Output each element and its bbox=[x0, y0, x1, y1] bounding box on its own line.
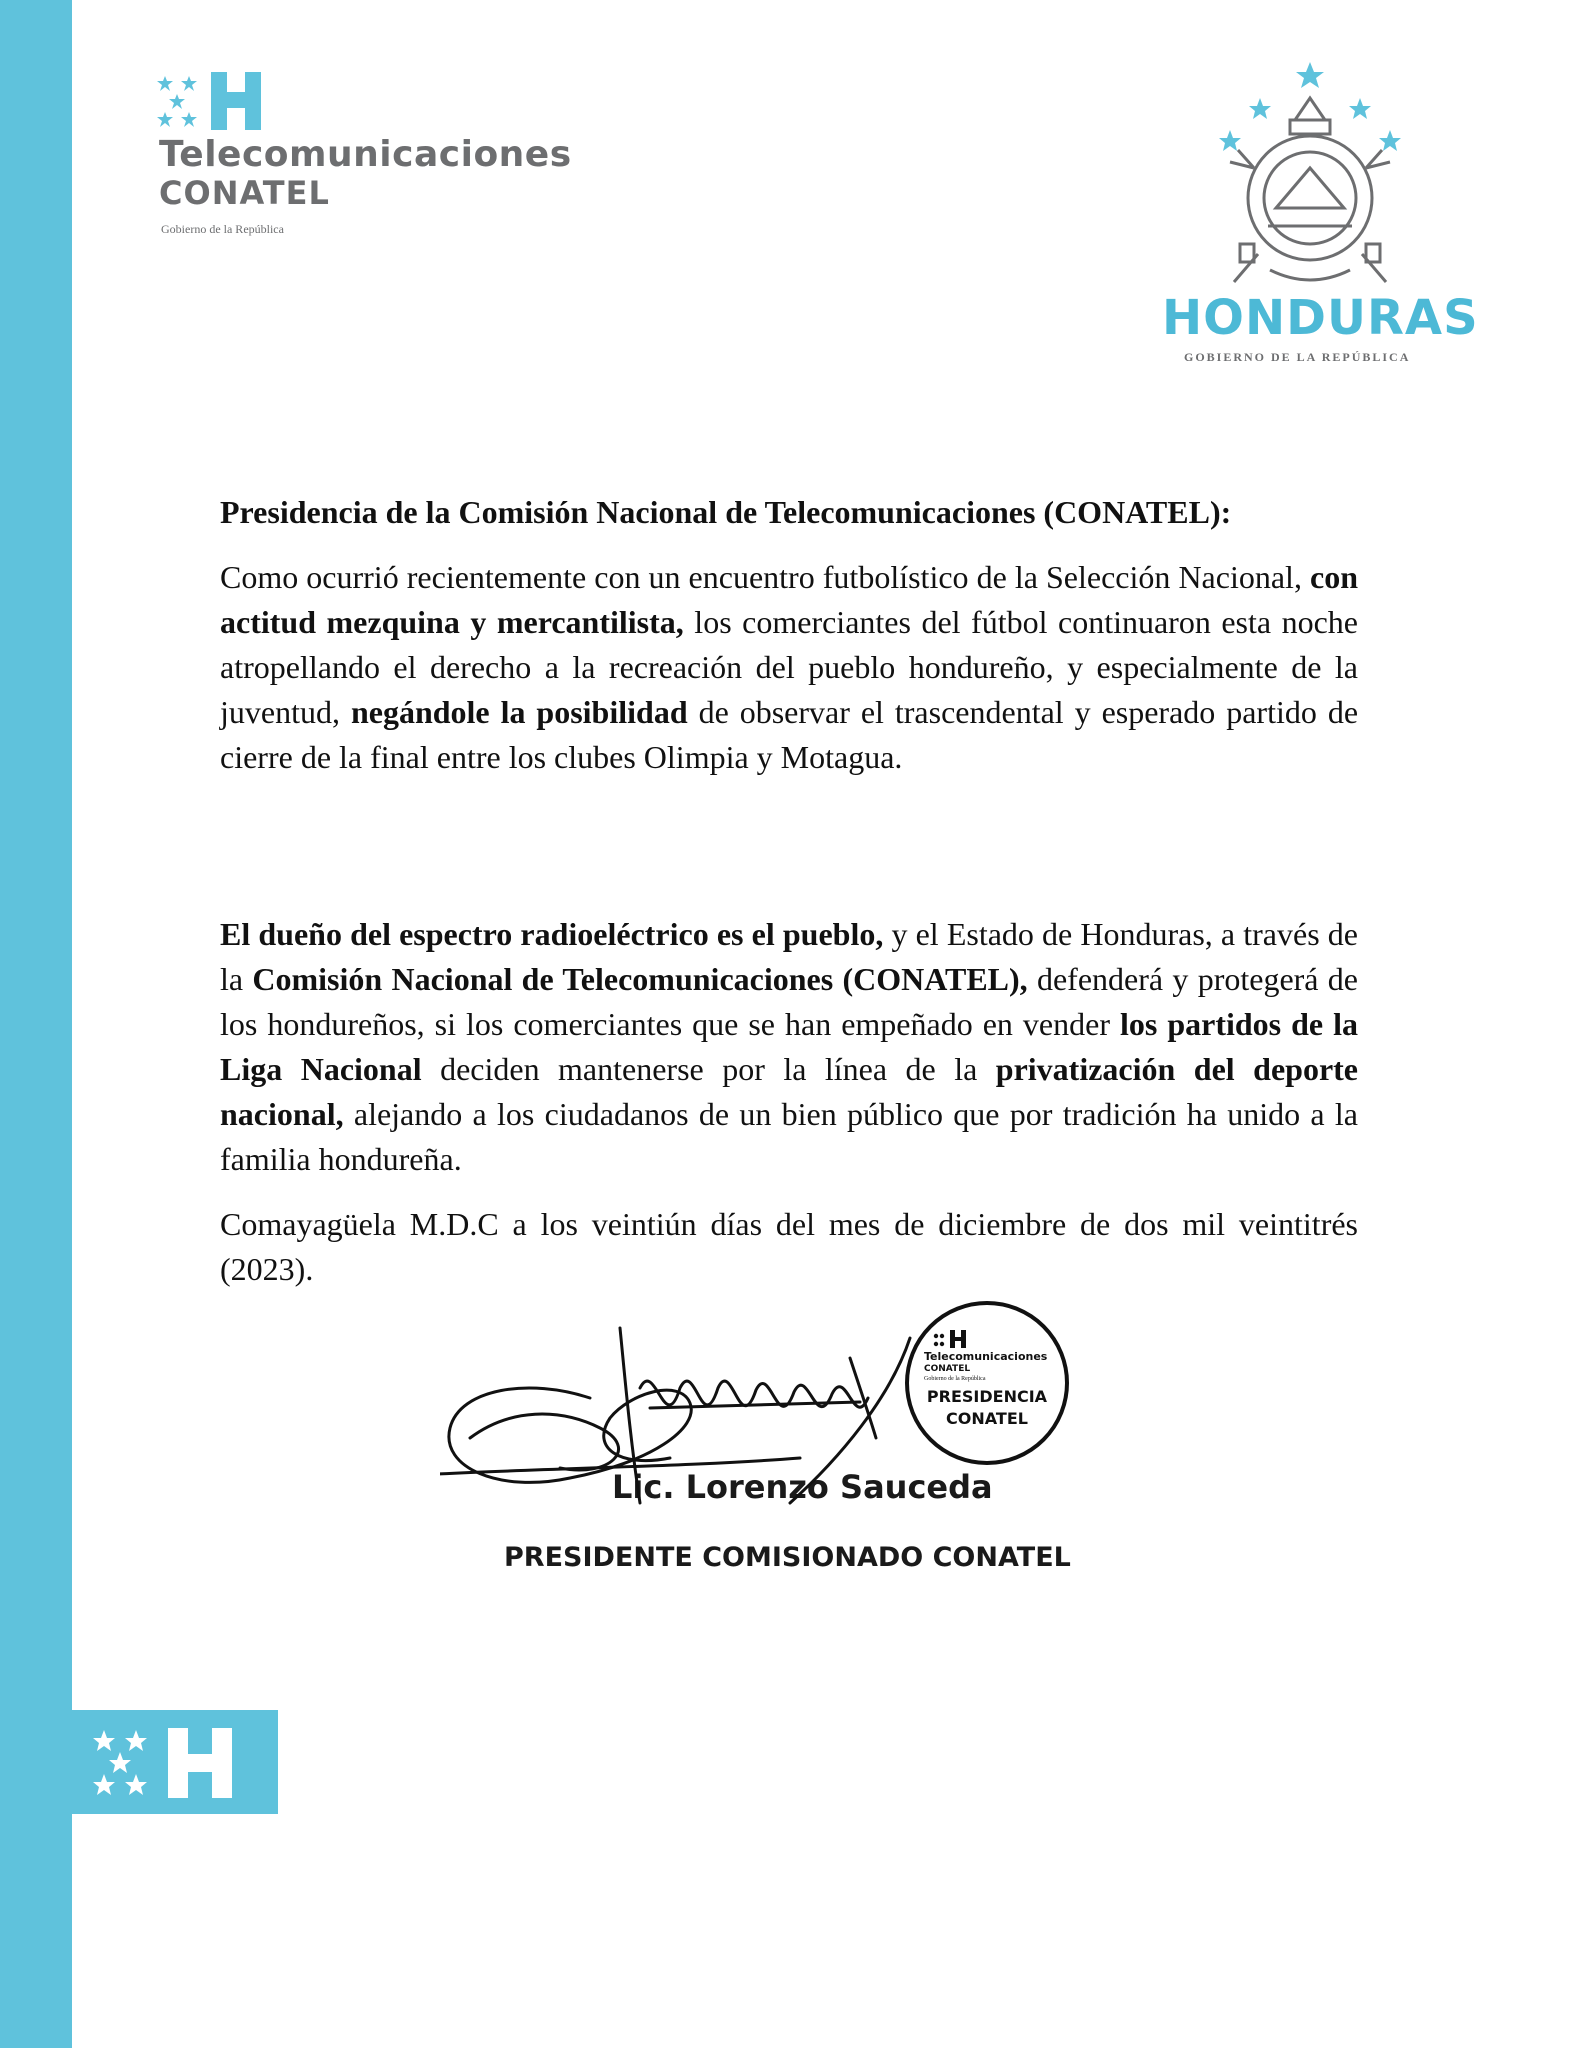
paragraph-2 bbox=[220, 912, 1358, 1182]
p2-text-b: y el Estado de Honduras, a través de la bbox=[220, 916, 1359, 997]
seal-line5: CONATEL bbox=[946, 1409, 1028, 1428]
signer-name: Lic. Lorenzo Sauceda bbox=[612, 1468, 993, 1506]
seal-line3: Gobierno de la República bbox=[924, 1376, 986, 1382]
footer-stars-h-logo bbox=[84, 1722, 274, 1804]
conatel-logo-line2: CONATEL bbox=[159, 174, 330, 212]
p2-text-h: alejando a los ciudadanos de un bien público que por tradición ha unido a la familia hondureña. bbox=[220, 1096, 1358, 1177]
signer-title: PRESIDENTE COMISIONADO CONATEL bbox=[504, 1542, 1071, 1573]
conatel-stars-h-icon bbox=[155, 70, 305, 132]
p2-text-d: defenderá y protegerá de los hondureños, si los comerciantes que se han empeñado en vender bbox=[220, 961, 1358, 1042]
coat-of-arms-icon bbox=[1180, 58, 1440, 298]
p1-text-e: de observar el trascendental y esperado partido de cierre de la final entre los clubes Olimpia y Motagua. bbox=[220, 694, 1359, 775]
date-paragraph: Comayagüela M.D.C a los veintiún días del mes de diciembre de dos mil veintitrés (2023). bbox=[220, 1206, 1358, 1287]
letter-heading: Presidencia de la Comisión Nacional de Telecomunicaciones (CONATEL): bbox=[220, 494, 1232, 530]
p2-bold-c: Comisión Nacional de Telecomunicaciones (CONATEL), bbox=[252, 961, 1028, 997]
left-color-band bbox=[0, 0, 72, 2048]
p1-bold-b: con actitud mezquina y mercantilista, bbox=[220, 559, 1358, 640]
p1-text-a: Como ocurrió recientemente con un encuentro futbolístico de la Selección Nacional, bbox=[220, 559, 1310, 595]
p2-bold-g: privatización del deporte nacional, bbox=[220, 1051, 1358, 1132]
p2-bold-a: El dueño del espectro radioeléctrico es el pueblo, bbox=[220, 916, 884, 952]
handwritten-signature bbox=[440, 1318, 960, 1508]
paragraph-1 bbox=[220, 555, 1358, 780]
conatel-logo-line3: Gobierno de la República bbox=[161, 222, 284, 236]
honduras-logo-word: HONDURAS bbox=[1162, 290, 1479, 346]
p1-text-c: los comerciantes del fútbol continuaron esta noche atropellando el derecho a la recreación del pueblo hondureño, y especialmente de la juventud, bbox=[220, 604, 1359, 730]
seal-line2: CONATEL bbox=[924, 1364, 971, 1374]
p2-text-f: deciden mantenerse por la línea de la bbox=[421, 1051, 996, 1087]
honduras-government-logo bbox=[1150, 58, 1480, 378]
honduras-logo-subtitle: GOBIERNO DE LA REPÚBLICA bbox=[1184, 350, 1411, 364]
seal-line1: Telecomunicaciones bbox=[924, 1350, 1048, 1363]
conatel-logo-line1: Telecomunicaciones bbox=[159, 134, 572, 175]
seal-line4: PRESIDENCIA bbox=[926, 1387, 1048, 1406]
p2-bold-e: los partidos de la Liga Nacional bbox=[220, 1006, 1358, 1087]
conatel-logo bbox=[155, 70, 595, 250]
p1-bold-d: negándole la posibilidad bbox=[350, 694, 688, 730]
